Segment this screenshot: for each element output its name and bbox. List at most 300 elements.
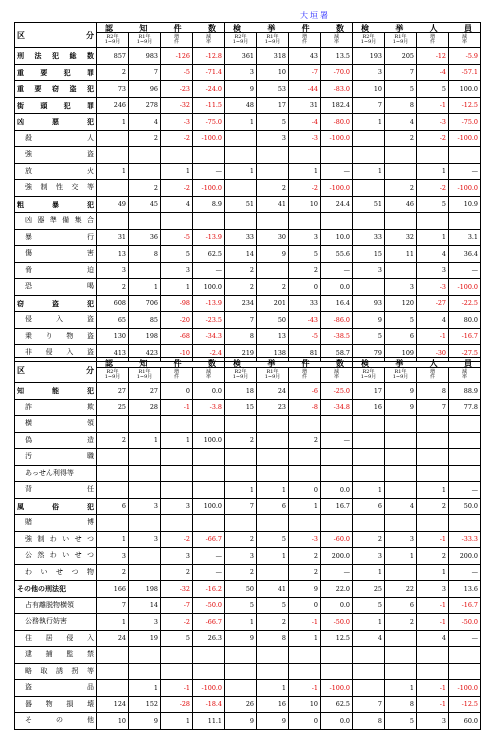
- cell-value: 1: [97, 614, 129, 631]
- header-sub-line: R1年: [266, 368, 279, 375]
- cell-value: 109: [385, 345, 417, 362]
- label-char: せ: [56, 567, 63, 576]
- cell-value: 219: [225, 345, 257, 362]
- cell-value: -38.5: [321, 328, 353, 345]
- label-char: 俗: [52, 501, 59, 511]
- police-station-name: 大垣署: [300, 11, 330, 20]
- cell-value: [385, 147, 417, 164]
- cell-value: [417, 515, 449, 532]
- header-sub-line: R1年: [266, 33, 279, 40]
- header-bun-label: 分: [86, 30, 94, 40]
- label-char: 盗: [87, 150, 94, 159]
- header-sub-line: 1~9月: [360, 374, 377, 380]
- header-sub-line: 1~9月: [136, 374, 153, 380]
- cell-value: [417, 663, 449, 680]
- cell-value: -57.1: [449, 64, 481, 81]
- row-label-text: [17, 300, 94, 307]
- cell-value: [353, 432, 385, 449]
- cell-value: 33: [225, 229, 257, 246]
- cell-value: 53: [257, 81, 289, 98]
- cell-value: 1: [385, 548, 417, 565]
- label-char: 占有離脱物横領: [25, 600, 74, 609]
- cell-value: -100.0: [193, 130, 225, 147]
- cell-value: 16: [353, 399, 385, 416]
- cell-value: -25.0: [321, 383, 353, 400]
- cell-value: 10.0: [321, 229, 353, 246]
- cell-value: [161, 663, 193, 680]
- label-char: 強: [25, 534, 32, 543]
- label-char: 犯: [87, 386, 94, 396]
- header-sub-line: 1~9月: [104, 374, 121, 380]
- cell-value: [225, 465, 257, 482]
- table-row: [15, 465, 481, 482]
- cell-value: 4: [353, 630, 385, 647]
- label-char: い: [40, 567, 48, 576]
- cell-value: 3: [161, 548, 193, 565]
- cell-value: [289, 147, 321, 164]
- header-group-1: [225, 358, 353, 368]
- header-group-char: 挙: [395, 357, 404, 368]
- cell-value: 1: [417, 163, 449, 180]
- row-label-text: [25, 151, 94, 158]
- cell-value: [353, 213, 385, 230]
- header-group-char: 数: [335, 357, 344, 368]
- label-char: 然: [37, 551, 45, 560]
- cell-value: -32: [161, 97, 193, 114]
- cell-value: -27: [417, 295, 449, 312]
- cell-value: [257, 663, 289, 680]
- header-group-char: 知: [139, 357, 148, 368]
- header-sub-0-3: [193, 33, 225, 48]
- cell-value: 3.1: [449, 229, 481, 246]
- cell-value: 2: [129, 130, 161, 147]
- row-label-text: [17, 387, 94, 394]
- label-char: 罪: [86, 100, 94, 110]
- row-label-text: [25, 552, 94, 559]
- label-char: 侵: [25, 315, 32, 324]
- cell-value: -60.0: [321, 531, 353, 548]
- cell-value: -23.5: [193, 312, 225, 329]
- row-label: [15, 64, 97, 81]
- cell-value: -3: [417, 279, 449, 296]
- header-group-char: 員: [463, 357, 472, 368]
- label-char: 粗: [17, 199, 24, 209]
- header-group-char: 人: [429, 357, 438, 368]
- cell-value: [225, 180, 257, 197]
- label-char: 強: [25, 183, 32, 192]
- cell-value: 50.0: [449, 498, 481, 515]
- header-sub-2-3: [449, 368, 481, 383]
- cell-value: 1: [129, 680, 161, 697]
- cell-value: 1: [417, 482, 449, 499]
- cell-value: 130: [97, 328, 129, 345]
- table-row: [15, 262, 481, 279]
- label-char: 領: [87, 419, 94, 428]
- cell-value: 24: [97, 630, 129, 647]
- label-char: 盗: [52, 298, 59, 308]
- cell-value: [353, 680, 385, 697]
- row-label-text: [25, 684, 94, 691]
- table-row: [15, 97, 481, 114]
- label-char: 禁: [86, 650, 94, 659]
- cell-value: 3: [161, 262, 193, 279]
- row-label-text: [25, 470, 94, 477]
- row-label-text: [17, 503, 94, 510]
- label-char: 壊: [86, 699, 94, 708]
- label-char: 重: [17, 67, 24, 77]
- row-label: [15, 229, 97, 246]
- header-group-char: 数: [335, 22, 344, 33]
- label-char: り: [45, 331, 53, 340]
- cell-value: 45: [129, 196, 161, 213]
- cell-value: 7: [129, 64, 161, 81]
- label-char: 犯: [87, 501, 94, 511]
- label-char: 取: [40, 666, 48, 675]
- cell-value: 198: [129, 581, 161, 598]
- header-sub-line: R2年: [234, 33, 247, 40]
- cell-value: [321, 416, 353, 433]
- cell-value: 0.0: [321, 279, 353, 296]
- row-label-text: [25, 618, 94, 625]
- cell-value: -5: [161, 64, 193, 81]
- cell-value: —: [449, 163, 481, 180]
- row-label: [15, 432, 97, 449]
- cell-value: -44: [289, 81, 321, 98]
- label-char: つ: [71, 567, 79, 576]
- cell-value: 65: [97, 312, 129, 329]
- cell-value: 1: [353, 564, 385, 581]
- label-char: 入: [56, 315, 63, 324]
- header-group-char: 挙: [267, 22, 276, 33]
- header-group-2: [353, 358, 481, 368]
- row-label: [15, 48, 97, 65]
- cell-value: 10: [289, 196, 321, 213]
- cell-value: 9: [289, 581, 321, 598]
- cell-value: [449, 515, 481, 532]
- cell-value: 6: [385, 328, 417, 345]
- cell-value: 0.0: [321, 713, 353, 730]
- cell-value: 13: [257, 328, 289, 345]
- cell-value: —: [449, 630, 481, 647]
- cell-value: 25: [353, 581, 385, 598]
- cell-value: 234: [225, 295, 257, 312]
- label-char: 凶: [17, 117, 24, 127]
- cell-value: 51: [353, 196, 385, 213]
- row-label: [15, 279, 97, 296]
- row-label-text: [25, 217, 94, 224]
- label-char: 器: [37, 216, 45, 225]
- cell-value: 3: [353, 548, 385, 565]
- header-sub-line: 減: [333, 368, 339, 375]
- cell-value: 15: [353, 246, 385, 263]
- label-char: 住: [25, 633, 32, 642]
- row-label-text: [25, 453, 94, 460]
- cell-value: 1: [225, 163, 257, 180]
- cell-value: 51: [225, 196, 257, 213]
- cell-value: [97, 416, 129, 433]
- label-char: 盗: [87, 315, 94, 324]
- cell-value: 361: [225, 48, 257, 65]
- cell-value: -16.2: [193, 581, 225, 598]
- cell-value: 3: [417, 262, 449, 279]
- cell-value: [289, 416, 321, 433]
- label-char: 迫: [87, 265, 94, 274]
- cell-value: [417, 449, 449, 466]
- row-label: [15, 81, 97, 98]
- cell-value: [353, 180, 385, 197]
- table-row: [15, 399, 481, 416]
- label-char: 窃: [52, 84, 59, 94]
- header-sub-2-3: [449, 33, 481, 48]
- table-row: [15, 630, 481, 647]
- cell-value: [321, 515, 353, 532]
- cell-value: -30: [417, 345, 449, 362]
- cell-value: [385, 564, 417, 581]
- label-char: 人: [87, 133, 94, 142]
- cell-value: [97, 465, 129, 482]
- header-sub-2-1: [385, 33, 417, 48]
- cell-value: [289, 515, 321, 532]
- row-label-text: [25, 135, 94, 142]
- row-label-text: [25, 569, 94, 576]
- cell-value: [193, 416, 225, 433]
- table-row: [15, 696, 481, 713]
- header-sub-line: R2年: [362, 33, 375, 40]
- cell-value: -2: [417, 180, 449, 197]
- cell-value: [385, 663, 417, 680]
- label-char: 犯: [87, 199, 94, 209]
- cell-value: 24: [257, 383, 289, 400]
- cell-value: 58.7: [321, 345, 353, 362]
- cell-value: [449, 449, 481, 466]
- table-row: [15, 130, 481, 147]
- header-sub-line: R1年: [138, 33, 151, 40]
- cell-value: [193, 663, 225, 680]
- label-char: その他の刑法犯: [17, 584, 66, 594]
- header-sub-1-1: [257, 368, 289, 383]
- cell-value: 3: [417, 581, 449, 598]
- cell-value: 1: [289, 630, 321, 647]
- cell-value: [385, 449, 417, 466]
- row-label-text: [25, 437, 94, 444]
- cell-value: 4: [417, 312, 449, 329]
- row-label: [15, 196, 97, 213]
- header-sub-line: 1~9月: [360, 39, 377, 45]
- header-sub-line: 1~9月: [392, 39, 409, 45]
- cell-value: -50.0: [321, 614, 353, 631]
- cell-value: -34.8: [321, 399, 353, 416]
- label-char: 恐: [25, 282, 32, 291]
- header-sub-line: R2年: [362, 368, 375, 375]
- label-char: 風: [17, 501, 24, 511]
- cell-value: 10: [97, 713, 129, 730]
- table-row: [15, 48, 481, 65]
- header-group-char: 認: [105, 22, 113, 33]
- cell-value: 6: [257, 498, 289, 515]
- row-label-text: [17, 585, 94, 592]
- crime-stats-table-1: [14, 22, 481, 362]
- cell-value: 2: [257, 614, 289, 631]
- label-char: 乗: [25, 331, 32, 340]
- cell-value: 8: [385, 97, 417, 114]
- table-row: [15, 416, 481, 433]
- cell-value: [225, 663, 257, 680]
- label-char: 暴: [25, 232, 32, 241]
- table-row: [15, 196, 481, 213]
- header-sub-line: 率: [461, 374, 467, 380]
- cell-value: 0.0: [321, 597, 353, 614]
- cell-value: -80.0: [321, 114, 353, 131]
- table-row: [15, 581, 481, 598]
- label-char: 強: [25, 150, 32, 159]
- cell-value: [257, 416, 289, 433]
- header-sub-0-0: [97, 368, 129, 383]
- label-char: 窃: [17, 298, 24, 308]
- cell-value: —: [321, 262, 353, 279]
- cell-value: -86.0: [321, 312, 353, 329]
- label-char: 頭: [40, 100, 48, 110]
- label-char: 公務執行妨害: [25, 617, 67, 626]
- label-char: 傷: [25, 249, 32, 258]
- cell-value: [353, 416, 385, 433]
- cell-value: -100.0: [449, 130, 481, 147]
- cell-value: [353, 663, 385, 680]
- header-group-2: [353, 23, 481, 33]
- cell-value: 7: [353, 696, 385, 713]
- cell-value: [161, 465, 193, 482]
- cell-value: -1: [289, 614, 321, 631]
- header-sub-line: 増: [301, 33, 307, 40]
- cell-value: 0: [289, 597, 321, 614]
- cell-value: 2: [385, 180, 417, 197]
- label-char: 犯: [87, 117, 94, 127]
- cell-value: 14: [225, 246, 257, 263]
- cell-value: 1: [353, 614, 385, 631]
- cell-value: [129, 465, 161, 482]
- label-char: 犯: [87, 84, 94, 94]
- cell-value: 182.4: [321, 97, 353, 114]
- cell-value: -20: [161, 312, 193, 329]
- cell-value: [193, 147, 225, 164]
- row-label-text: [25, 668, 94, 675]
- cell-value: 423: [129, 345, 161, 362]
- cell-value: [417, 432, 449, 449]
- cell-value: 8.9: [193, 196, 225, 213]
- cell-value: 3: [385, 531, 417, 548]
- label-char: 凶: [25, 216, 32, 225]
- cell-value: [321, 465, 353, 482]
- label-char: の: [56, 716, 63, 725]
- label-char: わ: [49, 534, 57, 543]
- cell-value: 1: [385, 680, 417, 697]
- cell-value: —: [321, 564, 353, 581]
- cell-value: 4: [417, 246, 449, 263]
- cell-value: 81: [289, 345, 321, 362]
- cell-value: 50: [257, 312, 289, 329]
- table-row: [15, 163, 481, 180]
- row-label-text: [25, 283, 94, 290]
- table-row: [15, 81, 481, 98]
- cell-value: 100.0: [449, 81, 481, 98]
- cell-value: 1: [97, 531, 129, 548]
- header-sub-line: 1~9月: [392, 374, 409, 380]
- header-sub-2-0: [353, 368, 385, 383]
- label-char: 放: [25, 166, 32, 175]
- cell-value: 2: [129, 180, 161, 197]
- cell-value: [161, 416, 193, 433]
- header-sub-2-2: [417, 368, 449, 383]
- row-label-text: [25, 420, 94, 427]
- cell-value: 85: [129, 312, 161, 329]
- row-label-text: [25, 651, 94, 658]
- row-label-text: [25, 404, 94, 411]
- cell-value: -1: [289, 680, 321, 697]
- label-char: 集: [74, 216, 82, 225]
- cell-value: 10: [353, 81, 385, 98]
- cell-value: 4: [417, 630, 449, 647]
- cell-value: 4: [385, 498, 417, 515]
- label-char: 造: [87, 435, 94, 444]
- label-char: 性: [56, 183, 63, 192]
- label-char: 暴: [52, 199, 59, 209]
- row-label: [15, 713, 97, 730]
- cell-value: 0: [161, 383, 193, 400]
- cell-value: 100.0: [193, 498, 225, 515]
- header-sub-1-1: [257, 33, 289, 48]
- row-label: [15, 328, 97, 345]
- label-char: 侵: [66, 633, 74, 642]
- header-sub-line: R1年: [138, 368, 151, 375]
- cell-value: -7: [161, 597, 193, 614]
- header-group-char: 挙: [267, 357, 276, 368]
- header-group-char: 件: [301, 357, 310, 368]
- cell-value: 1: [289, 163, 321, 180]
- cell-value: 857: [97, 48, 129, 65]
- cell-value: 31: [289, 97, 321, 114]
- cell-value: -100.0: [193, 680, 225, 697]
- cell-value: -66.7: [193, 531, 225, 548]
- cell-value: -50.0: [449, 614, 481, 631]
- cell-value: [161, 515, 193, 532]
- cell-value: 5: [417, 81, 449, 98]
- cell-value: 25: [97, 399, 129, 416]
- label-char: つ: [86, 551, 94, 560]
- cell-value: -3: [289, 130, 321, 147]
- cell-value: 2: [257, 279, 289, 296]
- cell-value: 14: [129, 597, 161, 614]
- cell-value: [321, 213, 353, 230]
- row-label-text: [25, 267, 94, 274]
- header-sub-line: 増: [173, 368, 179, 375]
- cell-value: [385, 482, 417, 499]
- label-char: い: [62, 534, 70, 543]
- label-char: 犯: [63, 100, 71, 110]
- header-corner: [15, 23, 97, 48]
- cell-value: 983: [129, 48, 161, 65]
- table-row: [15, 713, 481, 730]
- row-label: [15, 696, 97, 713]
- header-sub-0-0: [97, 33, 129, 48]
- table-row: [15, 114, 481, 131]
- row-label: [15, 295, 97, 312]
- row-label: [15, 114, 97, 131]
- cell-value: 1: [257, 482, 289, 499]
- cell-value: 26: [225, 696, 257, 713]
- cell-value: 3: [289, 229, 321, 246]
- cell-value: 2: [417, 498, 449, 515]
- cell-value: -3: [161, 114, 193, 131]
- cell-value: 13.5: [321, 48, 353, 65]
